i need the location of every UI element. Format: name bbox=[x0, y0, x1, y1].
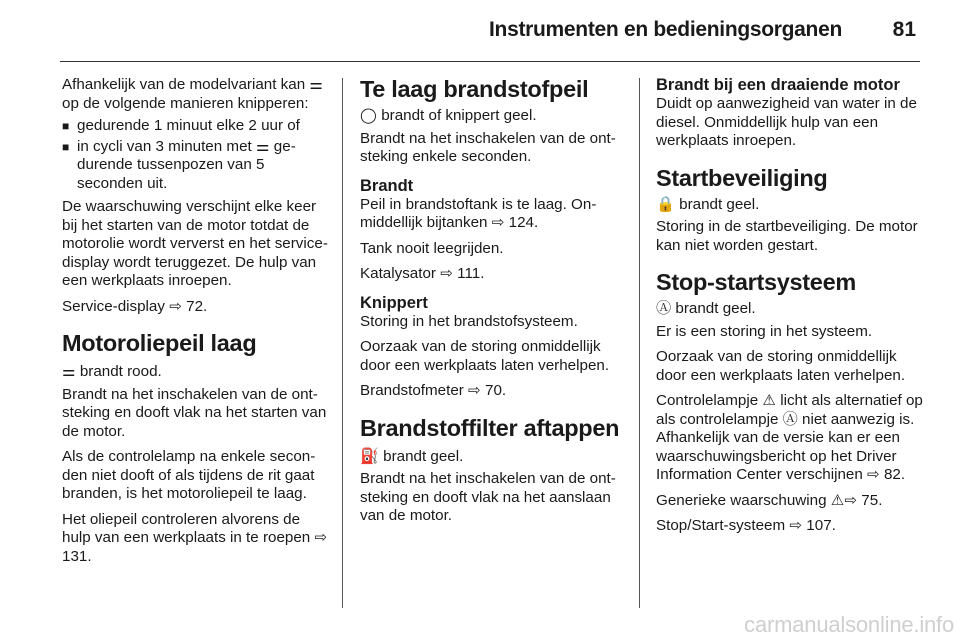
paragraph: ⛽ brandt geel. bbox=[360, 447, 464, 465]
list-item-text: gedurende 1 minuut elke 2 uur of bbox=[77, 117, 300, 134]
cross-reference[interactable]: Service-display ⇨ 72. bbox=[62, 297, 208, 315]
paragraph: Het oliepeil controleren alvorens de hulp van een werkplaats in te roepen ⇨ 131. bbox=[62, 510, 328, 565]
paragraph: ⚌ brandt rood. bbox=[62, 363, 162, 380]
paragraph: Afhankelijk van de modelvariant kan ⚌ op de volgende manieren knipperen: bbox=[62, 76, 323, 112]
heading-running-engine: Brandt bij een draaiende motor bbox=[656, 76, 900, 94]
cross-reference[interactable]: Katalysator ⇨ 111. bbox=[360, 265, 485, 282]
paragraph: Brandt na het inschakelen van de ontsteking enkele seconden. bbox=[360, 129, 616, 165]
page-title: Instrumenten en bedieningsorganen bbox=[489, 18, 842, 41]
list-item bbox=[62, 138, 332, 194]
paragraph: Oorzaak van de storing onmiddellijk door een werkplaats laten verhelpen. bbox=[656, 348, 906, 384]
column-2 bbox=[360, 76, 622, 533]
paragraph: Brandt na het inschakelen van de ontsteking en dooft vlak na het aanslaan van de motor. bbox=[360, 470, 616, 524]
paragraph: ◯ brandt of knippert geel. bbox=[360, 107, 537, 124]
heading-oil-level: Motoroliepeil laag bbox=[62, 330, 257, 356]
heading-stop-start: Stop-startsysteem bbox=[656, 269, 856, 295]
list-item-text: in cycli van 3 minuten met ⚌ gedurende tussenpozen van 5 seconden uit. bbox=[77, 137, 296, 192]
column-divider bbox=[639, 78, 640, 608]
page-header bbox=[60, 0, 920, 62]
paragraph: Storing in de startbeveiliging. De motor kan niet worden gestart. bbox=[656, 218, 918, 254]
paragraph: Controlelampje ⚠ licht als alternatief op als controlelampje Ⓐ niet aanwezig is. Afhankelijk van de versie kan er een waarschuwingsbericht op het Driver Information Center verschijnen ⇨ 82. bbox=[656, 392, 923, 483]
paragraph: Oorzaak van de storing onmiddellijk door een werkplaats laten verhelpen. bbox=[360, 338, 610, 374]
cross-reference[interactable]: Stop/Start-systeem ⇨ 107. bbox=[656, 517, 836, 534]
paragraph: Duidt op aanwezigheid van water in de diesel. Onmiddellijk hulp van een werkplaats inroepen. bbox=[656, 95, 917, 149]
column-divider bbox=[342, 78, 343, 608]
paragraph: Storing in het brandstofsysteem. bbox=[360, 312, 578, 330]
bullet-icon: ■ bbox=[62, 139, 70, 154]
column-3 bbox=[656, 76, 926, 543]
paragraph: Ⓐ brandt geel. bbox=[656, 300, 756, 317]
page-number: 81 bbox=[892, 18, 916, 41]
cross-reference[interactable]: Generieke waarschuwing ⚠⇨ 75. bbox=[656, 491, 883, 509]
paragraph: Er is een storing in het systeem. bbox=[656, 322, 873, 340]
list-item bbox=[62, 117, 332, 136]
paragraph: Als de controlelamp na enkele seconden niet dooft of als tijdens de rit gaat branden, is het motoroliepeil te laag. bbox=[62, 448, 316, 502]
bullet-icon: ■ bbox=[62, 119, 70, 133]
column-1 bbox=[62, 76, 332, 573]
heading-immobiliser: Startbeveiliging bbox=[656, 164, 828, 191]
paragraph: Peil in brandstoftank is te laag. Onmiddellijk bijtanken ⇨ 124. bbox=[360, 195, 597, 231]
cross-reference[interactable]: Brandstofmeter ⇨ 70. bbox=[360, 382, 507, 399]
paragraph: De waarschuwing verschijnt elke keer bij het starten van de motor totdat de motorolie wordt ververst en het service-display wordt teruggezet. De hulp van een werkplaats inroepen. bbox=[62, 198, 328, 289]
bullet-list bbox=[62, 117, 332, 193]
heading-low-fuel: Te laag brandstofpeil bbox=[360, 76, 589, 102]
paragraph: Brandt na het inschakelen van de ontsteking en dooft vlak na het starten van de motor. bbox=[62, 385, 327, 440]
heading-fuel-filter: Brandstoffilter aftappen bbox=[360, 414, 620, 441]
heading-knippert: Knippert bbox=[360, 293, 428, 312]
paragraph: Tank nooit leegrijden. bbox=[360, 239, 504, 257]
watermark: carmanualsonline.info bbox=[744, 612, 954, 637]
heading-brandt: Brandt bbox=[360, 176, 414, 195]
paragraph: 🔒 brandt geel. bbox=[656, 195, 760, 213]
